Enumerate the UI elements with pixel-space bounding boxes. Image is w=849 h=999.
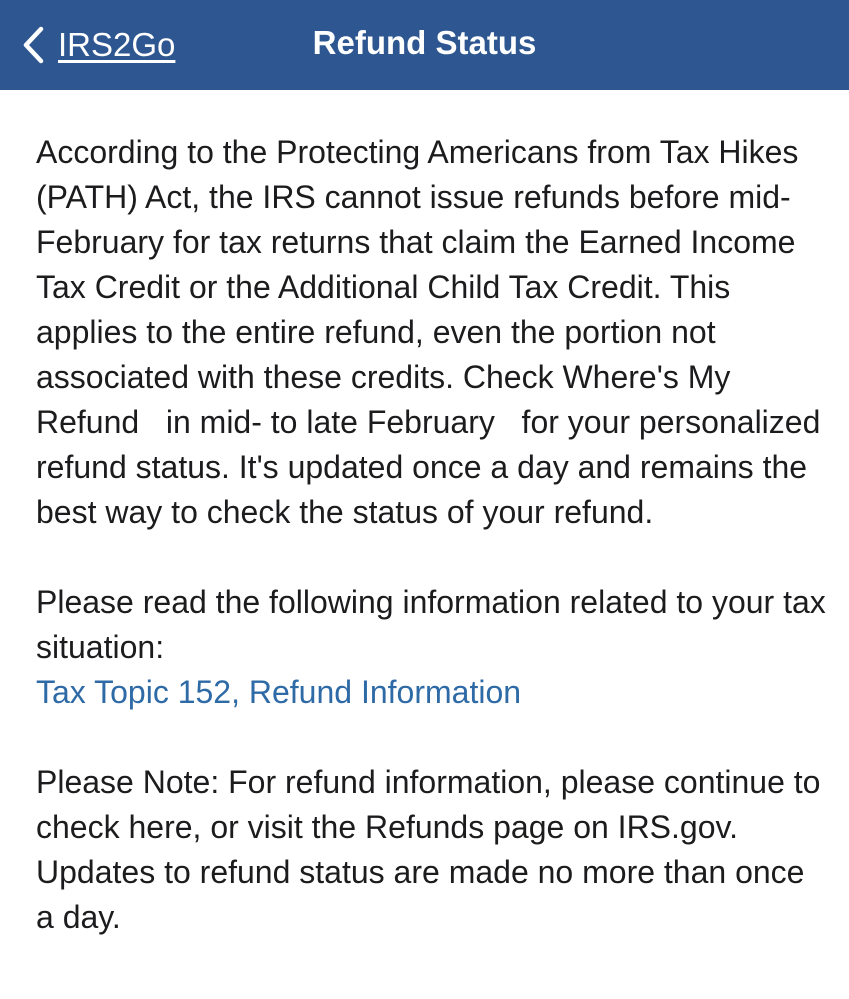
tax-situation-text: Please read the following information related to your tax situation: (36, 584, 835, 665)
please-note-paragraph: Please Note: For refund information, please continue to check here, or visit the Refunds page on IRS.gov. Updates to refund status are made no more than once a day. (36, 764, 830, 935)
refund-status-content (36, 130, 835, 985)
back-button-label[interactable]: IRS2Go (58, 26, 176, 63)
path-act-text-timing: in mid- to late February (165, 404, 495, 440)
path-act-text: According to the Protecting Americans from Tax Hikes (PATH) Act, the IRS cannot issue refunds before mid-February for tax returns that claim the Earned Income Tax Credit or the Additional Child Tax Credit. This applies to the entire refund, even the portion not associated with these credits. Check Where's My Refund (36, 134, 808, 440)
path-act-paragraph (36, 130, 830, 535)
navigation-bar (0, 0, 849, 90)
page-title (0, 24, 849, 62)
path-act-text-status: for your personalized refund status. It's updated once a day and remains the best way to check the status of your refund. (36, 404, 830, 530)
tax-topic-152-link[interactable]: Tax Topic 152, Refund Information (36, 674, 522, 710)
tax-situation-paragraph (36, 580, 835, 715)
page-title-text: Refund Status (312, 24, 537, 61)
